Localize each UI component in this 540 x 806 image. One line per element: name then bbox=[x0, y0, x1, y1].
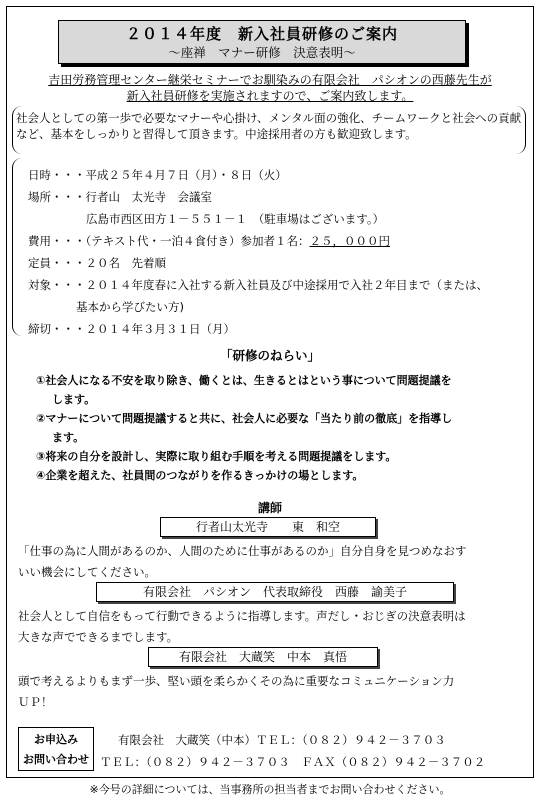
instructor-name-box: 行者山太光寺 東 和空 bbox=[160, 517, 376, 537]
purpose-text: 社会人としての第一歩で必要なマナーや心掛け、メンタル面の強化、チームワークと社会への貢献など、基本をしっかりと習得して頂きます。中途採用者の方も歓迎致します。 bbox=[16, 111, 522, 141]
instructor-desc-line: 「仕事の為に人間があるのか、人間のために仕事があるのか」自分自身を見つめなおす bbox=[18, 544, 467, 558]
inquiry-label: お問い合わせ bbox=[23, 753, 89, 766]
instructor-desc-line: いい機会にしてください。 bbox=[18, 565, 156, 579]
aim-item: ④企業を超えた、社員間のつながりを作るきっかけの場とします。 bbox=[36, 469, 364, 482]
aim-item-cont: します。 bbox=[52, 393, 96, 406]
detail-deadline: 締切・・・２０１４年３月３１日（月） bbox=[28, 322, 235, 336]
instructor-name-box: 有限会社 パシオン 代表取締役 西藤 諭美子 bbox=[96, 582, 454, 602]
event-details bbox=[28, 164, 524, 340]
aims-heading: 「研修のねらい」 bbox=[219, 348, 320, 363]
fee-label: 費用・・・（テキスト代・一泊４食付き）参加者１名： bbox=[28, 234, 310, 248]
aim-item-cont: ます。 bbox=[52, 431, 85, 444]
title-box bbox=[58, 20, 466, 64]
detail-capacity: 定員・・・２０名 先着順 bbox=[28, 256, 166, 270]
footer-note: ※今号の詳細については、当事務所の担当者までお問い合わせください。 bbox=[89, 783, 451, 796]
instructor-desc-line: ＵＰ！ bbox=[18, 695, 53, 709]
detail-target-cont: 基本から学びたい方) bbox=[76, 300, 184, 314]
aim-item: ③将来の自分を設計し、実際に取り組む手順を考える問題提議をします。 bbox=[36, 450, 397, 463]
page-title: ２０１４年度 新入社員研修のご案内 bbox=[125, 25, 398, 43]
instructor-desc-line: 大きな声でできるまでします。 bbox=[18, 630, 179, 644]
instructors-heading: 講師 bbox=[257, 501, 282, 515]
page-subtitle: ～座禅 マナー研修 決意表明～ bbox=[168, 45, 356, 60]
instructor-description bbox=[18, 541, 518, 583]
aims-list bbox=[36, 371, 526, 485]
fee-amount: ２５，０００円 bbox=[309, 234, 391, 248]
detail-place: 場所・・・行者山 太光寺 会議室 bbox=[28, 190, 212, 204]
instructor-desc-line: 頭で考えるよりもまず一歩、堅い頭を柔らかくその為に重要なコミュニケーション力 bbox=[18, 674, 455, 688]
detail-address: 広島市西区田方１－５５１－１ （駐車場はございます。） bbox=[86, 212, 385, 226]
aim-item: ②マナーについて問題提議すると共に、社会人に必要な「当たり前の徹底」を指導し bbox=[36, 412, 453, 425]
aim-item: ①社会人になる不安を取り除き、働くとは、生きるとはという事について問題提議を bbox=[36, 374, 452, 387]
instructor-description bbox=[18, 671, 518, 713]
instructor-description bbox=[18, 606, 518, 648]
detail-target: 対象・・・２０１４年度春に入社する新入社員及び中途採用で入社２年目まで（または、 bbox=[28, 278, 488, 292]
apply-label-box bbox=[18, 727, 94, 771]
instructor-name-box: 有限会社 大蔵笑 中本 真悟 bbox=[148, 647, 378, 667]
intro-text bbox=[20, 72, 520, 104]
intro-line-1: 吉田労務管理センター継栄セミナーでお馴染みの有限会社 パシオンの西藤先生が bbox=[48, 73, 492, 87]
contact-line-2: ＴＥＬ：（０８２）９４２－３７０３ ＦＡＸ（０８２）９４２－３７０２ bbox=[100, 755, 486, 769]
instructor-desc-line: 社会人として自信をもって行動できるように指導します。声だし・おじぎの決意表明は bbox=[18, 609, 466, 623]
intro-line-2: 新入社員研修を実施されますので、ご案内致します。 bbox=[126, 89, 414, 103]
contact-line-1: 有限会社 大蔵笑（中本）ＴＥＬ：（０８２）９４２－３７０３ bbox=[118, 733, 446, 747]
detail-fee bbox=[28, 230, 524, 252]
apply-label: お申込み bbox=[34, 733, 78, 746]
detail-date: 日時・・・平成２５年４月７日（月）・８日（火） bbox=[28, 168, 287, 182]
